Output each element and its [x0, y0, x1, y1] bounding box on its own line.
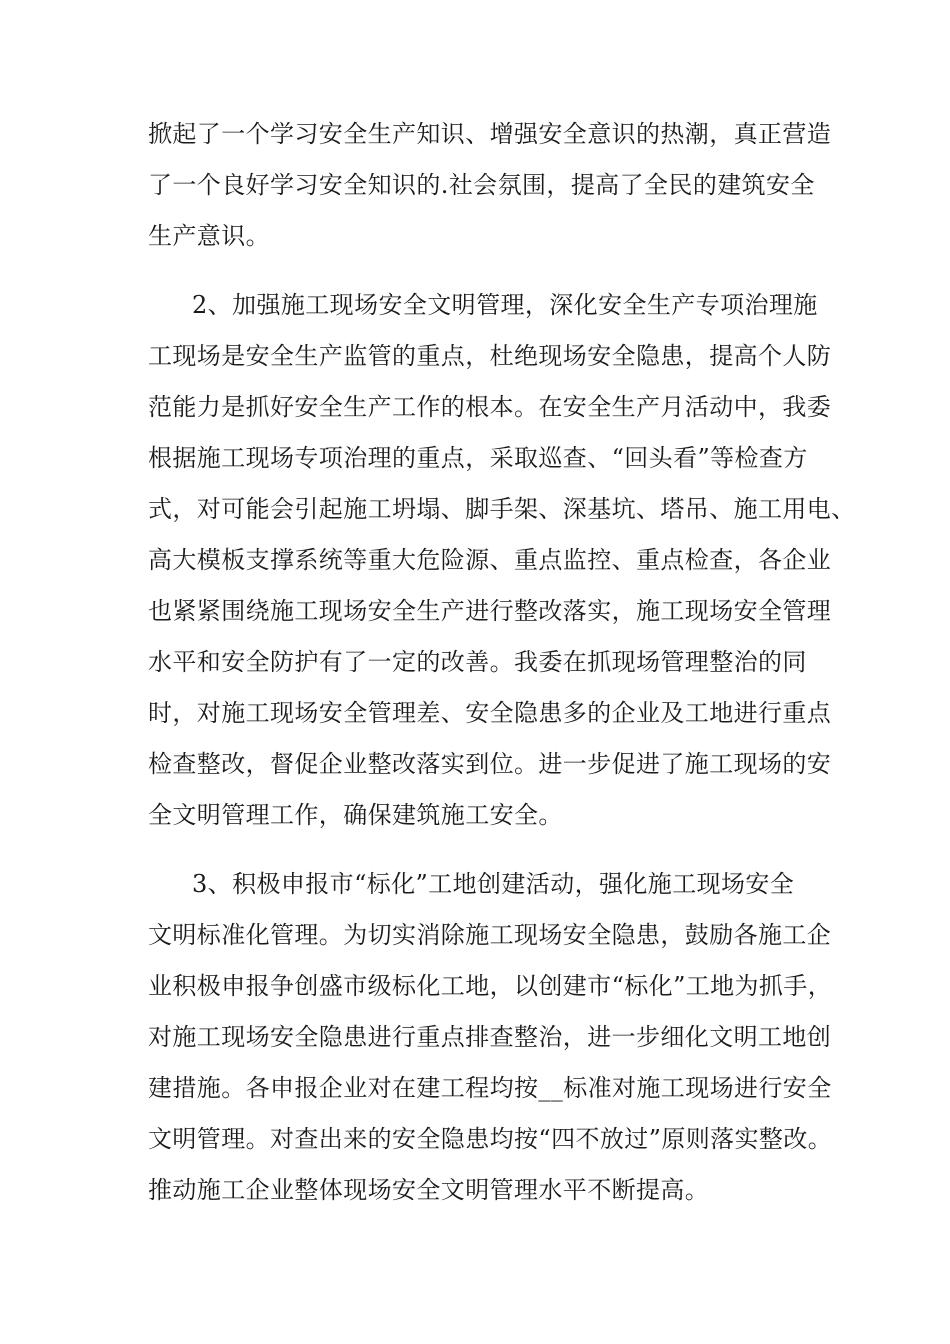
paragraph-line: 文明管理。对查出来的安全隐患均按“四不放过”原则落实整改。: [148, 1125, 833, 1153]
paragraph-line: 也紧紧围绕施工现场安全生产进行整改落实，施工现场安全管理: [148, 597, 832, 625]
paragraph-line: 时，对施工现场安全管理差、安全隐患多的企业及工地进行重点: [148, 699, 832, 727]
paragraph-line: 建措施。各申报企业对在建工程均按__标准对施工现场进行安全: [148, 1074, 832, 1102]
paragraph-line: 根据施工现场专项治理的重点，采取巡查、“回头看”等检查方: [148, 444, 808, 472]
paragraph-line: 3、积极申报市“标化”工地创建活动，强化施工现场安全: [192, 870, 795, 898]
paragraph-line: 2、加强施工现场安全文明管理，深化安全生产专项治理施: [192, 291, 818, 319]
paragraph-line: 工现场是安全生产监管的重点，杜绝现场安全隐患，提高个人防: [148, 342, 832, 370]
paragraph-line: 推动施工企业整体现场安全文明管理水平不断提高。: [148, 1176, 710, 1204]
paragraph-line: 掀起了一个学习安全生产知识、增强安全意识的热潮，真正营造: [148, 120, 832, 148]
paragraph-line: 高大模板支撑系统等重大危险源、重点监控、重点检查，各企业: [148, 546, 832, 574]
paragraph-line: 业积极申报争创盛市级标化工地，以创建市“标化”工地为抓手，: [148, 972, 833, 1000]
paragraph-line: 对施工现场安全隐患进行重点排查整治，进一步细化文明工地创: [148, 1023, 832, 1051]
paragraph-line: 全文明管理工作，确保建筑施工安全。: [148, 801, 563, 829]
paragraph-line: 文明标准化管理。为切实消除施工现场安全隐患，鼓励各施工企: [148, 921, 832, 949]
paragraph-line: 生产意识。: [148, 222, 270, 250]
paragraph-line: 水平和安全防护有了一定的改善。我委在抓现场管理整治的同: [148, 648, 807, 676]
paragraph-line: 了一个良好学习安全知识的.社会氛围，提高了全民的建筑安全: [148, 171, 815, 199]
paragraph-line: 式，对可能会引起施工坍塌、脚手架、深基坑、塔吊、施工用电、: [148, 495, 856, 523]
paragraph-line: 范能力是抓好安全生产工作的根本。在安全生产月活动中，我委: [148, 393, 832, 421]
paragraph-line: 检查整改，督促企业整改落实到位。进一步促进了施工现场的安: [148, 750, 832, 778]
